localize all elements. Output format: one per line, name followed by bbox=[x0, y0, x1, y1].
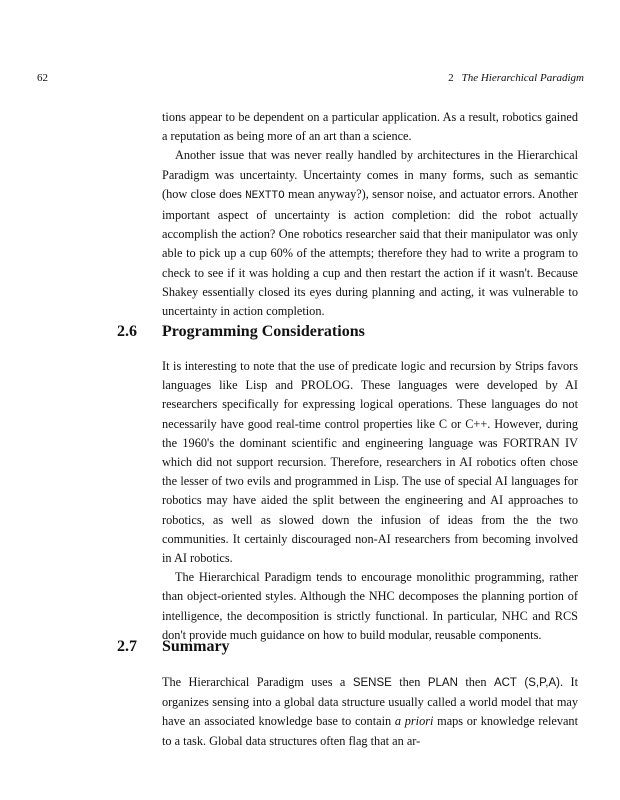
section-2-7-body bbox=[162, 673, 578, 751]
running-head bbox=[37, 72, 584, 88]
paragraph-summary bbox=[162, 673, 578, 751]
section-number: 2.7 bbox=[117, 638, 137, 655]
page-number: 62 bbox=[37, 72, 48, 84]
uncertainty-text-end: mean anyway?), sensor noise, and actuator errors. Another important aspect of uncertainty is action completion: did the robot actually accomplish the action? One robotics researcher said that their manipulator was only able to pick up a cup 60% of the attempts; therefore they had to write a program to check to see if it was holding a cup and then restart the action if it wasn't. Because Shakey essentially closed its eyes during planning and acting, it was vulnerable to uncertainty in action completion. bbox=[162, 186, 578, 319]
section-heading-2-6 bbox=[117, 323, 365, 341]
section-title: Summary bbox=[162, 638, 230, 655]
summary-text-c: maps or knowledge relevant to a task. Global data structures often flag that an ar- bbox=[162, 714, 578, 748]
section-2-6-body bbox=[162, 357, 578, 645]
plan-term: PLAN bbox=[427, 677, 458, 689]
chapter-number: 2 bbox=[448, 72, 454, 84]
spa-term: (S,P,A) bbox=[524, 677, 560, 689]
then-text: then bbox=[391, 675, 428, 689]
summary-text-b: . It organizes sensing into a global data structure usually called a world model that may have an associated knowledge base to contain bbox=[162, 675, 578, 729]
paragraph-continuation: tions appear to be dependent on a particular application. As a result, robotics gained a reputation as being more of an art than a science. bbox=[162, 110, 578, 144]
paragraph-languages: It is interesting to note that the use of predicate logic and recursion by Strips favors languages like Lisp and PROLOG. These languages were developed by AI researchers specifically for expressing logical operations. These languages do not necessarily have good real-time control properties like C or C++. However, during the 1960's the dominant scientific and engineering language was FORTRAN IV which did not support recursion. Therefore, researchers in AI robotics often chose the lesser of two evils and programmed in Lisp. The use of special AI languages for robotics may have aided the split between the engineering and AI approaches to robotics, as well as slowed down the infusion of ideas from the the two communities. It certainly discouraged non-AI researchers from becoming involved in AI robotics. bbox=[162, 359, 578, 566]
chapter-reference bbox=[448, 72, 584, 84]
act-term: ACT bbox=[493, 677, 517, 689]
then-text: then bbox=[457, 675, 494, 689]
uncertainty-text-start: Another issue that was never really handled by architectures in the Hierarchical Paradigm was uncertainty. Uncertainty comes in many forms, such as semantic (how close does bbox=[162, 148, 578, 201]
nextto-code: NEXTTO bbox=[245, 189, 285, 202]
paragraph-monolithic: The Hierarchical Paradigm tends to encourage monolithic programming, rather than object-oriented styles. Although the NHC decomposes the planning portion of intelligence, the decomposition is strictly functional. In particular, NHC and RCS don't provide much guidance on how to build modular, reusable components. bbox=[162, 570, 578, 642]
section-number: 2.6 bbox=[117, 323, 137, 340]
section-title: Programming Considerations bbox=[162, 323, 365, 340]
summary-text-a: The Hierarchical Paradigm uses a bbox=[162, 675, 353, 689]
a-priori-term: a priori bbox=[394, 714, 434, 729]
chapter-title: The Hierarchical Paradigm bbox=[461, 72, 584, 84]
continued-text-block bbox=[162, 108, 578, 321]
section-heading-2-7 bbox=[117, 638, 230, 656]
paragraph-uncertainty bbox=[162, 146, 578, 321]
sense-term: SENSE bbox=[352, 677, 392, 689]
